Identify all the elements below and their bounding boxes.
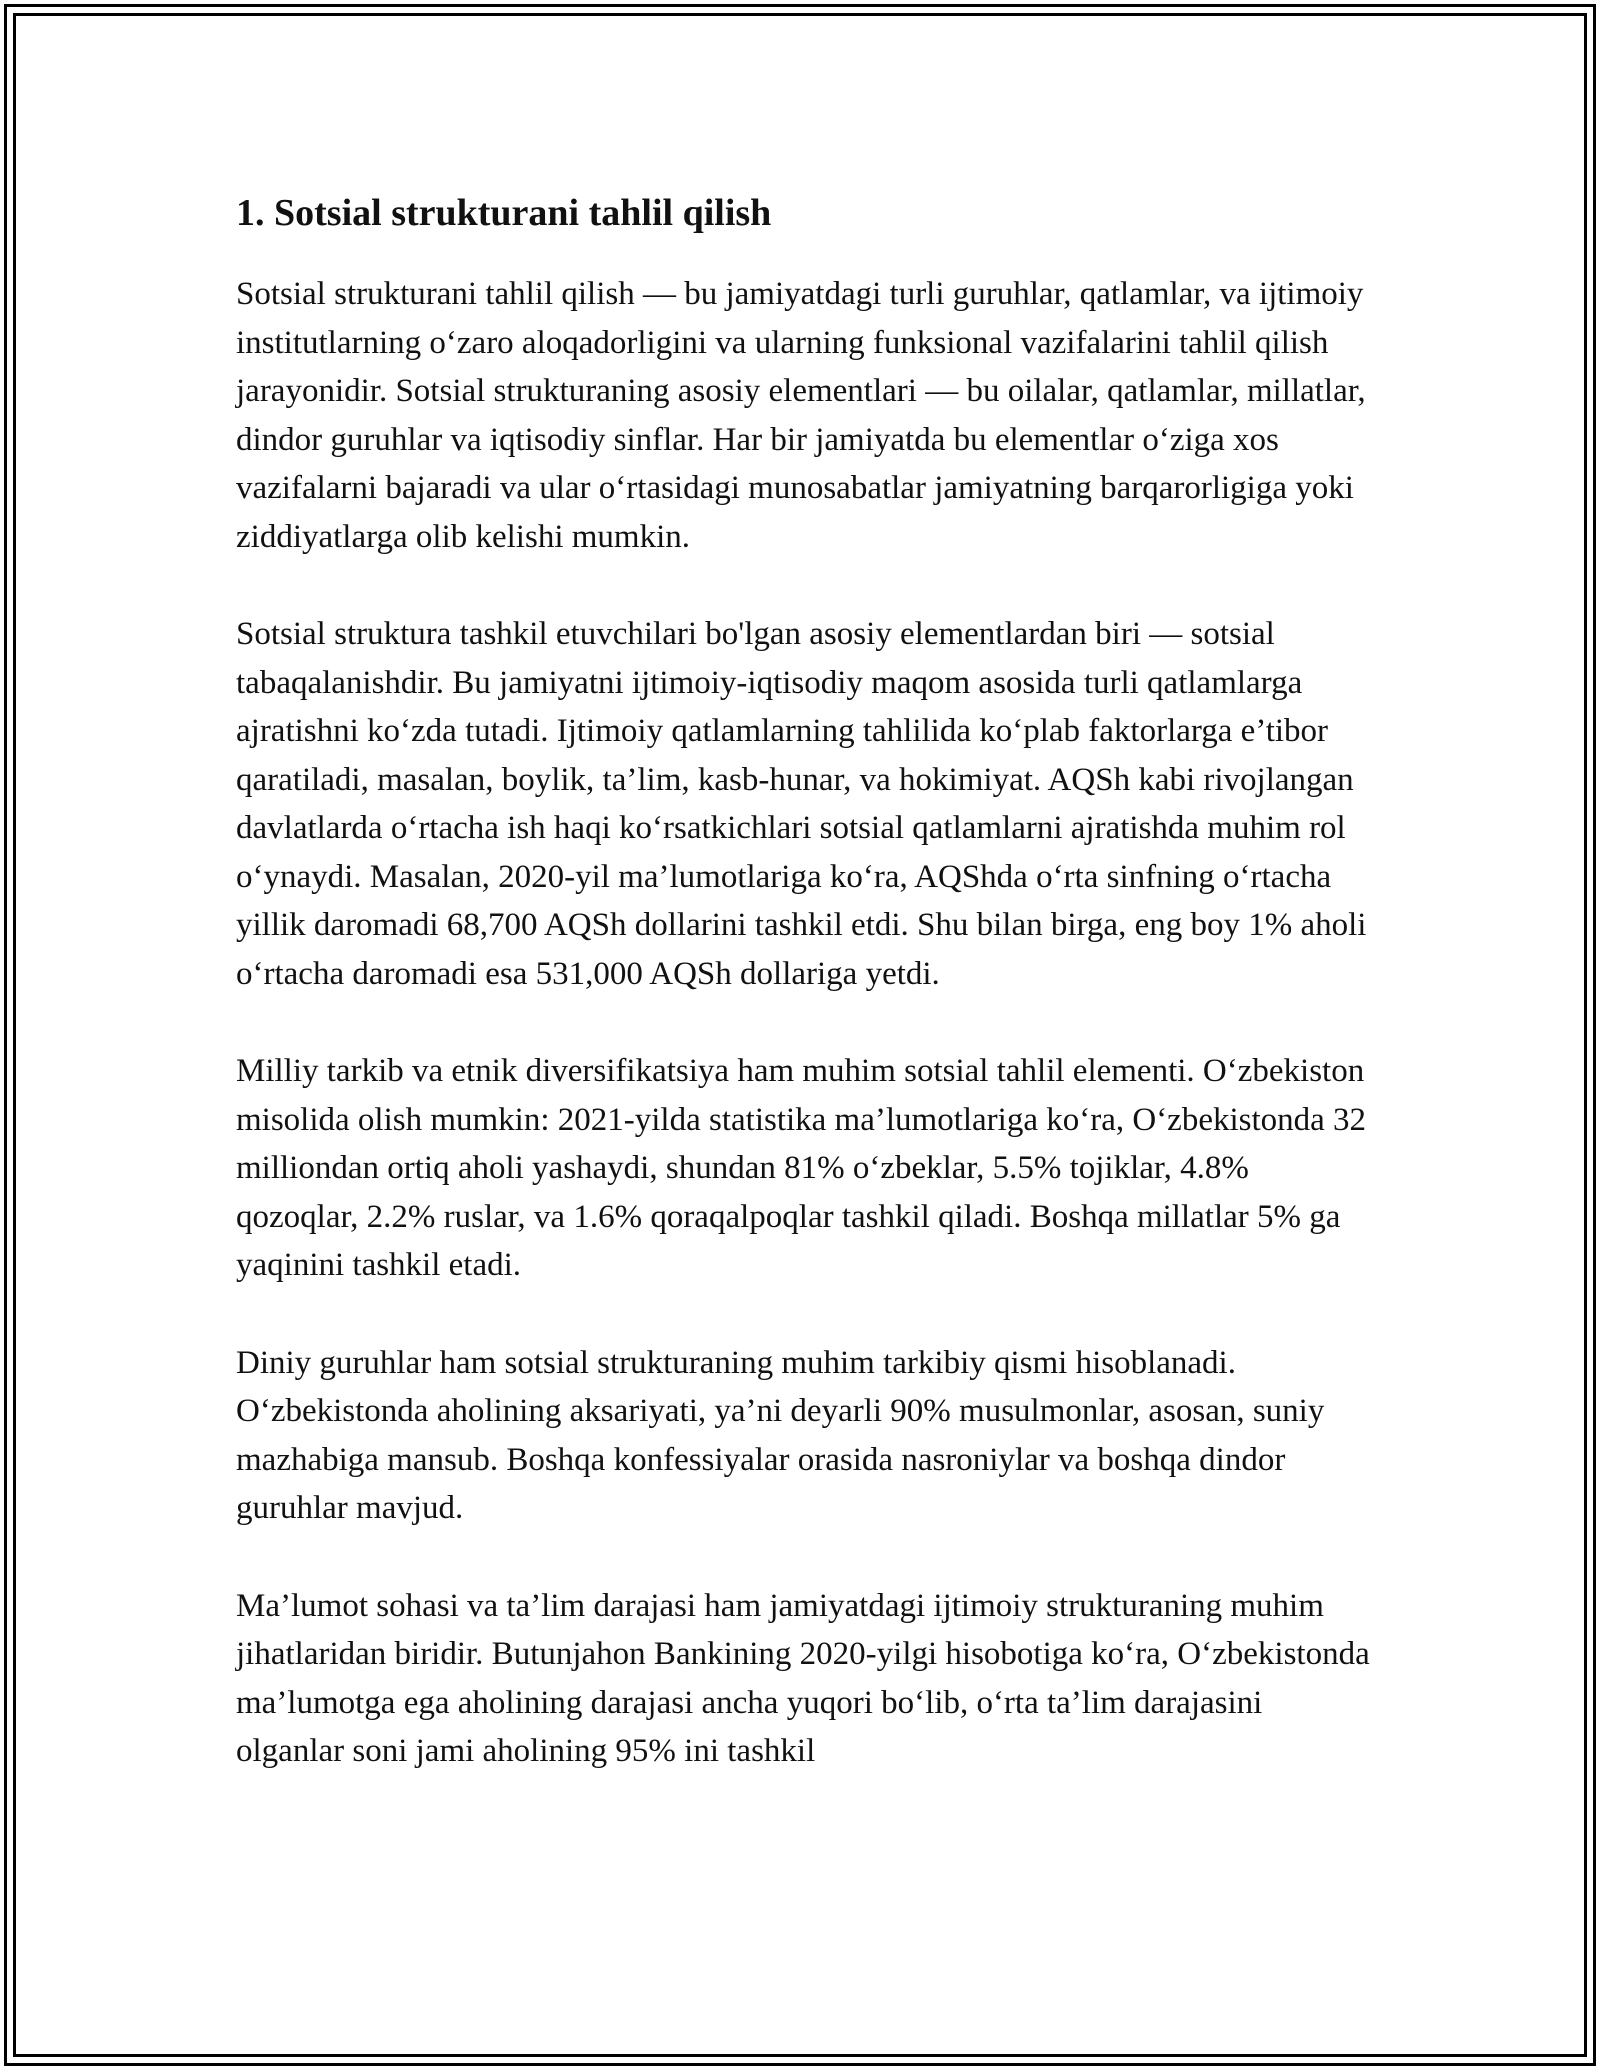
paragraph-stratification: Sotsial struktura tashkil etuvchilari bo'lgan asosiy elementlardan biri — sotsial tabaqalanishdir. Bu jamiyatni ijtimoiy-iqtisodiy maqom asosida turli qatlamlarga ajratishni ko‘zda tutadi. Ijtimoiy qatlamlarning tahlilida ko‘plab faktorlarga e’tibor qaratiladi, masalan, boylik, ta’lim, kasb-hunar, va hokimiyat. AQSh kabi rivojlangan davlatlarda o‘rtacha ish haqi ko‘rsatkichlari sotsial qatlamlarni ajratishda muhim rol o‘ynaydi. Masalan, 2020-yil ma’lumotlariga ko‘ra, AQShda o‘rta sinfning o‘rtacha yillik daromadi 68,700 AQSh dollarini tashkil etdi. Shu bilan birga, eng boy 1% aholi o‘rtacha daromadi esa 531,000 AQSh dollariga yetdi.: [236, 616, 1367, 992]
paragraph-ethnic-composition: Milliy tarkib va etnik diversifikatsiya ham muhim sotsial tahlil elementi. O‘zbekiston misolida olish mumkin: 2021-yilda statistika ma’lumotlariga ko‘ra, O‘zbekistonda 32 milliondan ortiq aholi yashaydi, shundan 81% o‘zbeklar, 5.5% tojiklar, 4.8% qozoqlar, 2.2% ruslar, va 1.6% qoraqalpoqlar tashkil qiladi. Boshqa millatlar 5% ga yaqinini tashkil etadi.: [236, 1053, 1367, 1283]
section-heading: 1. Sotsial strukturani tahlil qilish: [236, 192, 772, 234]
paragraph-education: Ma’lumot sohasi va ta’lim darajasi ham jamiyatdagi ijtimoiy strukturaning muhim jihatlaridan biridir. Butunjahon Bankining 2020-yilgi hisobotiga ko‘ra, O‘zbekistonda ma’lumotga ega aholining darajasi ancha yuqori bo‘lib, o‘rta ta’lim darajasini olganlar soni jami aholining 95% ini tashkil: [236, 1587, 1370, 1769]
paragraph-religious-groups: Diniy guruhlar ham sotsial strukturaning muhim tarkibiy qismi hisoblanadi. O‘zbekistonda aholining aksariyati, ya’ni deyarli 90% musulmonlar, asosan, suniy mazhabiga mansub. Boshqa konfessiyalar orasida nasroniylar va boshqa dindor guruhlar mavjud.: [236, 1344, 1325, 1526]
document-body: [236, 186, 1376, 1825]
paragraph-social-structure: Sotsial strukturani tahlil qilish — bu jamiyatdagi turli guruhlar, qatlamlar, va ijtimoiy institutlarning o‘zaro aloqadorligini va ularning funksional vazifalarini tahlil qilish jarayonidir. Sotsial strukturaning asosiy elementlari — bu oilalar, qatlamlar, millatlar, dindor guruhlar va iqtisodiy sinflar. Har bir jamiyatda bu elementlar o‘ziga xos vazifalarni bajaradi va ular o‘rtasidagi munosabatlar jamiyatning barqarorligiga yoki ziddiyatlarga olib kelishi mumkin.: [236, 276, 1366, 555]
